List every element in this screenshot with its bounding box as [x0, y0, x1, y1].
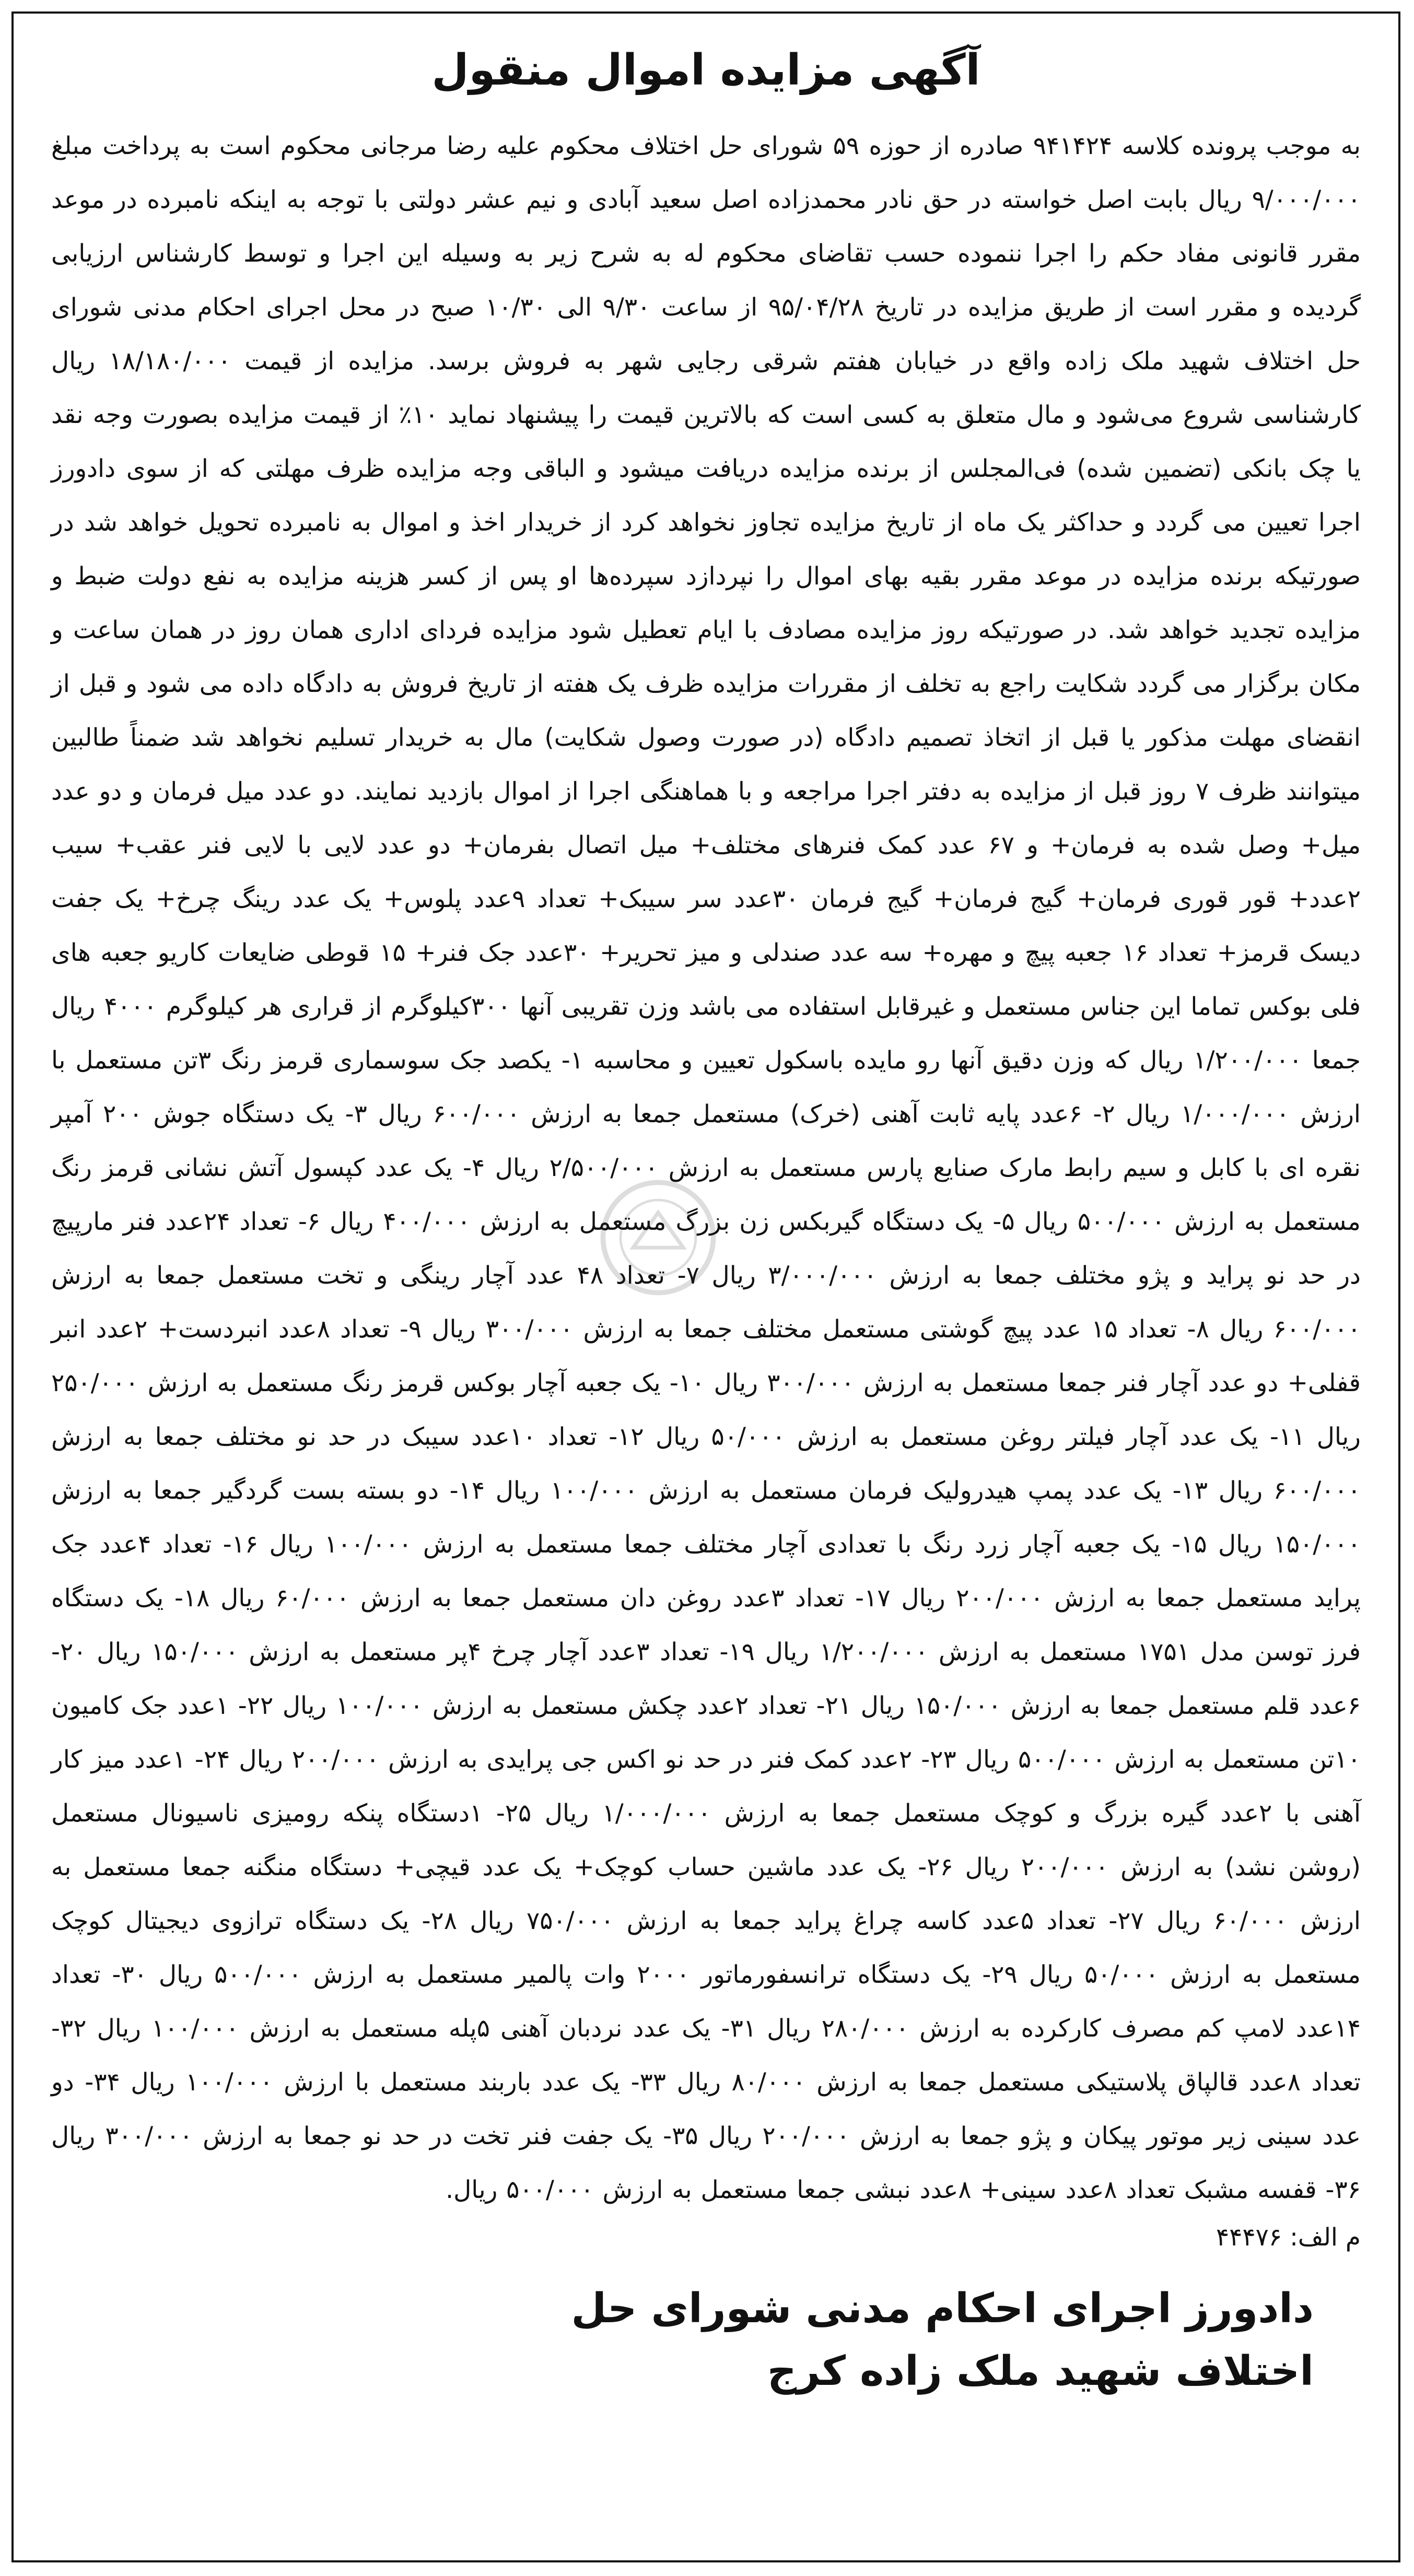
signature-block	[51, 2277, 1361, 2403]
signature-line-1: دادورز اجرای احکام مدنی شورای حل	[571, 2285, 1314, 2333]
notice-body: به موجب پرونده کلاسه ۹۴۱۴۲۴ صادره از حوزه ۵۹ شورای حل اختلاف محکوم علیه رضا مرجانی محکوم است به پرداخت مبلغ ۹/۰۰۰/۰۰۰ ریال بابت اصل خواسته در حق نادر محمدزاده اصل سعید آبادی و نیم عشر دولتی با توجه به اینکه نامبرده در موعد مقرر قانونی مفاد حکم را اجرا ننموده حسب تقاضای محکوم له به شرح زیر به وسیله این اجرا و توسط کارشناس ارزیابی گردیده و مقرر است از طریق مزایده در تاریخ ۹۵/۰۴/۲۸ از ساعت ۹/۳۰ الی ۱۰/۳۰ صبح در محل اجرای احکام مدنی شورای حل اختلاف شهید ملک زاده واقع در خیابان هفتم شرقی رجایی شهر به فروش برسد. مزایده از قیمت ۱۸/۱۸۰/۰۰۰ ریال کارشناسی شروع می‌شود و مال متعلق به کسی است که بالاترین قیمت را پیشنهاد نماید ۱۰٪ از قیمت مزایده بصورت وجه نقد یا چک بانکی (تضمین شده) فی‌المجلس از برنده مزایده دریافت میشود و الباقی وجه مزایده ظرف مهلتی که از سوی دادورز اجرا تعیین می گردد و حداکثر یک ماه از تاریخ مزایده تجاوز نخواهد کرد از خریدار اخذ و اموال به نامبرده تحویل خواهد شد در صورتیکه برنده مزایده در موعد مقرر بقیه بهای اموال را نپردازد سپرده‌ها او پس از کسر هزینه مزایده به نفع دولت ضبط و مزایده تجدید خواهد شد. در صورتیکه روز مزایده مصادف با ایام تعطیل شود مزایده فردای اداری همان روز در همان ساعت و مکان برگزار می گردد شکایت راجع به تخلف از مقررات مزایده ظرف یک هفته از تاریخ فروش به دادگاه داده می شود و قبل از انقضای مهلت مذکور یا قبل از اتخاذ تصمیم دادگاه (در صورت وصول شکایت) مال به خریدار تسلیم نخواهد شد ضمناً طالبین میتوانند ظرف ۷ روز قبل از مزایده به دفتر اجرا مراجعه و با هماهنگی اجرا از اموال بازدید نمایند. دو عدد میل فرمان و دو عدد میل+ وصل شده به فرمان+ و ۶۷ عدد کمک فنرهای مختلف+ میل اتصال بفرمان+ دو عدد لایی با لایی فنر عقب+ سیب ۲عدد+ قور قوری فرمان+ گیج فرمان+ گیج فرمان ۳۰عدد سر سیبک+ تعداد ۹عدد پلوس+ یک عدد رینگ چرخ+ یک جفت دیسک قرمز+ تعداد ۱۶ جعبه پیچ و مهره+ سه عدد صندلی و میز تحریر+ ۳۰عدد جک فنر+ ۱۵ قوطی ضایعات کاریو جعبه های فلی بوکس تماما این جناس مستعمل و غیرقابل استفاده می باشد وزن تقریبی آنها ۳۰۰کیلوگرم از قراری هر کیلوگرم ۴۰۰۰ ریال جمعا ۱/۲۰۰/۰۰۰ ریال که وزن دقیق آنها رو مایده باسکول تعیین و محاسبه ۱- یکصد جک سوسماری قرمز رنگ ۳تن مستعمل با ارزش ۱/۰۰۰/۰۰۰ ریال ۲- ۶عدد پایه ثابت آهنی (خرک) مستعمل جمعا به ارزش ۶۰۰/۰۰۰ ریال ۳- یک دستگاه جوش ۲۰۰ آمپر نقره ای با کابل و سیم رابط مارک صنایع پارس مستعمل به ارزش ۲/۵۰۰/۰۰۰ ریال ۴- یک عدد کپسول آتش نشانی قرمز رنگ مستعمل به ارزش ۵۰۰/۰۰۰ ریال ۵- یک دستگاه گیربکس زن بزرگ مستعمل به ارزش ۴۰۰/۰۰۰ ریال ۶- تعداد ۲۴عدد فنر مارپیچ در حد نو پراید و پژو مختلف جمعا به ارزش ۳/۰۰۰/۰۰۰ ریال ۷- تعداد ۴۸ عدد آچار رینگی و تخت مستعمل جمعا به ارزش ۶۰۰/۰۰۰ ریال ۸- تعداد ۱۵ عدد پیچ گوشتی مستعمل مختلف جمعا به ارزش ۳۰۰/۰۰۰ ریال ۹- تعداد ۸عدد انبردست+ ۲عدد انبر قفلی+ دو عدد آچار فنر جمعا مستعمل به ارزش ۳۰۰/۰۰۰ ریال ۱۰- یک جعبه آچار بوکس قرمز رنگ مستعمل به ارزش ۲۵۰/۰۰۰ ریال ۱۱- یک عدد آچار فیلتر روغن مستعمل به ارزش ۵۰/۰۰۰ ریال ۱۲- تعداد ۱۰عدد سیبک در حد نو مختلف جمعا به ارزش ۶۰۰/۰۰۰ ریال ۱۳- یک عدد پمپ هیدرولیک فرمان مستعمل به ارزش ۱۰۰/۰۰۰ ریال ۱۴- دو بسته بست گردگیر جمعا به ارزش ۱۵۰/۰۰۰ ریال ۱۵- یک جعبه آچار زرد رنگ با تعدادی آچار مختلف جمعا مستعمل به ارزش ۱۰۰/۰۰۰ ریال ۱۶- تعداد ۴عدد جک پراید مستعمل جمعا به ارزش ۲۰۰/۰۰۰ ریال ۱۷- تعداد ۳عدد روغن دان مستعمل جمعا به ارزش ۶۰/۰۰۰ ریال ۱۸- یک دستگاه فرز توسن مدل ۱۷۵۱ مستعمل به ارزش ۱/۲۰۰/۰۰۰ ریال ۱۹- تعداد ۳عدد آچار چرخ ۴پر مستعمل به ارزش ۱۵۰/۰۰۰ ریال ۲۰- ۶عدد قلم مستعمل جمعا به ارزش ۱۵۰/۰۰۰ ریال ۲۱- تعداد ۲عدد چکش مستعمل به ارزش ۱۰۰/۰۰۰ ریال ۲۲- ۱عدد جک کامیون ۱۰تن مستعمل به ارزش ۵۰۰/۰۰۰ ریال ۲۳- ۲عدد کمک فنر در حد نو اکس جی پرایدی به ارزش ۲۰۰/۰۰۰ ریال ۲۴- ۱عدد میز کار آهنی با ۲عدد گیره بزرگ و کوچک مستعمل جمعا به ارزش ۱/۰۰۰/۰۰۰ ریال ۲۵- ۱دستگاه پنکه رومیزی ناسیونال مستعمل (روشن نشد) به ارزش ۲۰۰/۰۰۰ ریال ۲۶- یک عدد ماشین حساب کوچک+ یک عدد قیچی+ دستگاه منگنه جمعا مستعمل به ارزش ۶۰/۰۰۰ ریال ۲۷- تعداد ۵عدد کاسه چراغ پراید جمعا به ارزش ۷۵۰/۰۰۰ ریال ۲۸- یک دستگاه ترازوی دیجیتال کوچک مستعمل به ارزش ۵۰/۰۰۰ ریال ۲۹- یک دستگاه ترانسفورماتور ۲۰۰۰ وات پالمیر مستعمل به ارزش ۵۰۰/۰۰۰ ریال ۳۰- تعداد ۱۴عدد لامپ کم مصرف کارکرده به ارزش ۲۸۰/۰۰۰ ریال ۳۱- یک عدد نردبان آهنی ۵پله مستعمل به ارزش ۱۰۰/۰۰۰ ریال ۳۲- تعداد ۸عدد قالپاق پلاستیکی مستعمل جمعا به ارزش ۸۰/۰۰۰ ریال ۳۳- یک عدد باربند مستعمل با ارزش ۱۰۰/۰۰۰ ریال ۳۴- دو عدد سینی زیر موتور پیکان و پژو جمعا به ارزش ۲۰۰/۰۰۰ ریال ۳۵- یک جفت فنر تخت در حد نو جمعا به ارزش ۳۰۰/۰۰۰ ریال ۳۶- قفسه مشبک تعداد ۸عدد سینی+ ۸عدد نبشی جمعا مستعمل به ارزش ۵۰۰/۰۰۰ ریال.	[51, 132, 1361, 2205]
watermark-seal-icon	[595, 1175, 721, 1300]
signature-line-2: اختلاف شهید ملک زاده کرج	[767, 2348, 1314, 2395]
reference-number: م الف: ۴۴۴۷۶	[1216, 2223, 1361, 2252]
notice-title: آگهی مزایده اموال منقول	[431, 45, 980, 95]
